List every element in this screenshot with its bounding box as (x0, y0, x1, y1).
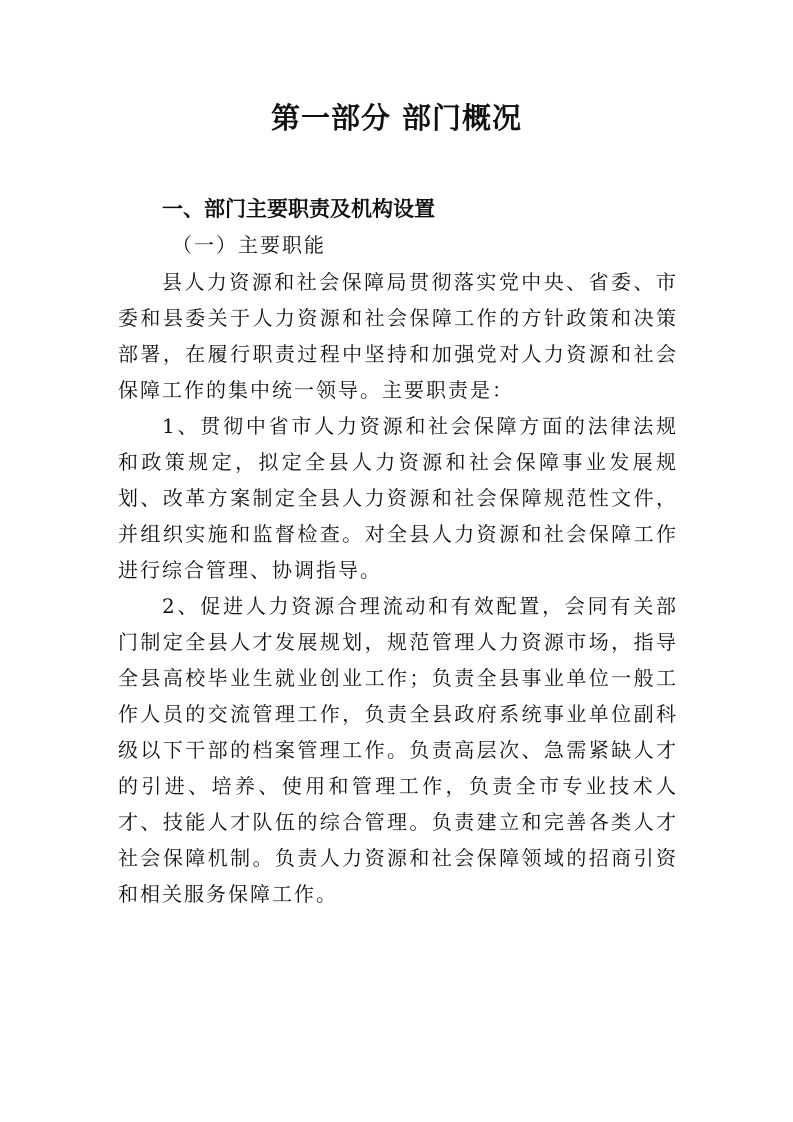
paragraph-duty-1: 1、贯彻中省市人力资源和社会保障方面的法律法规和政策规定，拟定全县人力资源和社会保障事业发展规划、改革方案制定全县人力资源和社会保障规范性文件，并组织实施和监督检查。对全县人力资源和社会保障工作进行综合管理、协调指导。 (118, 414, 678, 582)
section-heading: 一、部门主要职责及机构设置 (162, 197, 435, 221)
paragraph-intro: 县人力资源和社会保障局贯彻落实党中央、省委、市委和县委关于人力资源和社会保障工作的方针政策和决策部署，在履行职责过程中坚持和加强党对人力资源和社会保障工作的集中统一领导。主要职责是： (118, 270, 678, 402)
body-text (118, 264, 678, 912)
sub-heading: （一）主要职能 (172, 233, 326, 257)
paragraph-duty-2: 2、促进人力资源合理流动和有效配置，会同有关部门制定全县人才发展规划，规范管理人力资源市场，指导全县高校毕业生就业创业工作；负责全县事业单位一般工作人员的交流管理工作，负责全县政府系统事业单位副科级以下干部的档案管理工作。负责高层次、急需紧缺人才的引进、培养、使用和管理工作，负责全市专业技术人才、技能人才队伍的综合管理。负责建立和完善各类人才社会保障机制。负责人力资源和社会保障领域的招商引资和相关服务保障工作。 (118, 594, 678, 906)
page-title: 第一部分 部门概况 (270, 101, 523, 135)
